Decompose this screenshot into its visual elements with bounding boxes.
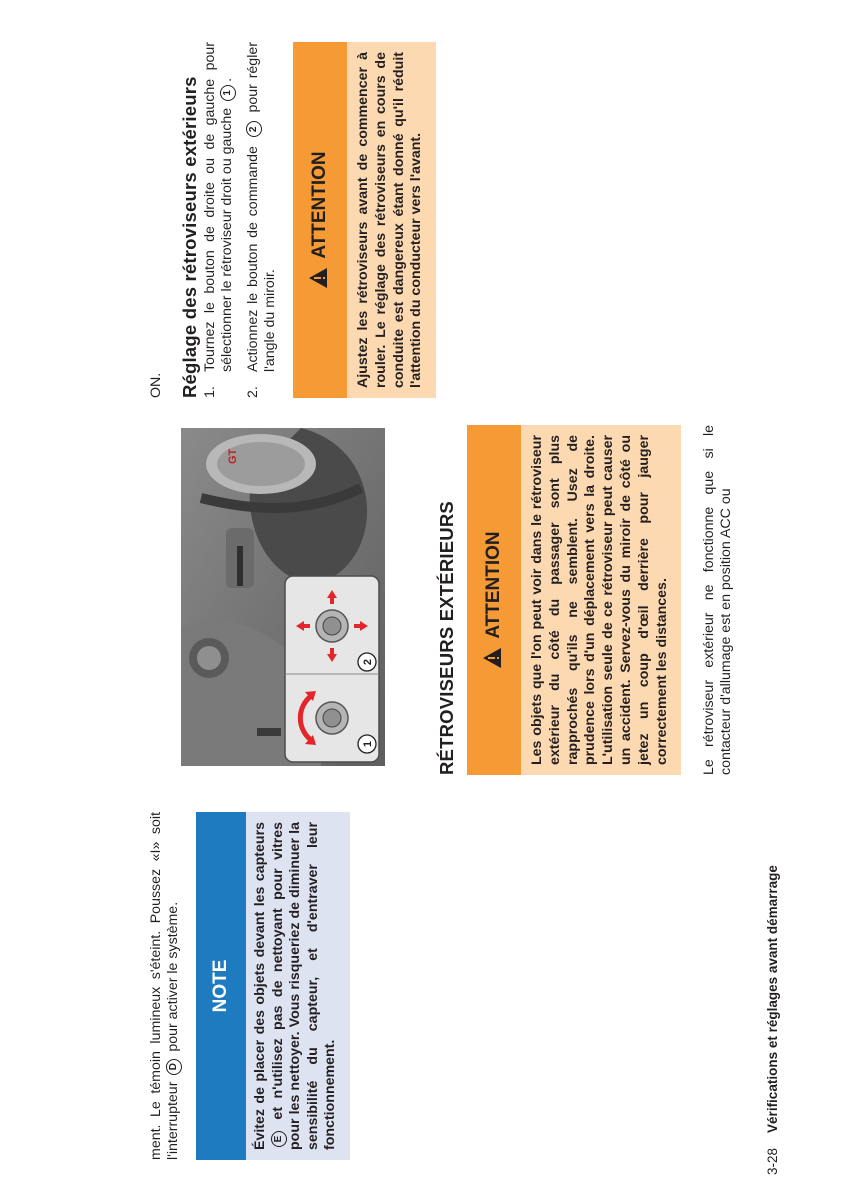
note-body: Évitez de placer des objets devant les capteurs E et n'utilisez pas de nettoyant pour vitres pour les nettoyer. Vous risqueriez de diminuer la sensibilité du capteur, et d'entraver leur fonctionnement. [252, 822, 338, 1150]
step-2-badge: 2 [246, 121, 262, 137]
note-title: NOTE [196, 812, 246, 1160]
intro-paragraph: ment. Le témoin lumineux s'éteint. Poussez «I» soit l'interrupteur D pour activer le système. [148, 812, 181, 1160]
warning-title-2: ATTENTION [293, 42, 347, 398]
steps-list [202, 42, 279, 398]
steering-wheel-logo: GT [227, 448, 239, 464]
step-1-badge: 1 [220, 85, 236, 101]
warning-box-adjust-mirrors [293, 42, 436, 398]
warning-box-passenger-mirror [467, 425, 681, 775]
mirror-control-figure [181, 428, 385, 766]
subsection-title: Réglage des rétroviseurs extérieurs [179, 76, 200, 398]
switch-d-badge: D [166, 1059, 182, 1075]
warning-title: ATTENTION [467, 425, 521, 775]
column-3 [148, 42, 436, 398]
page-number: 3-28 [765, 1147, 780, 1175]
note-box [196, 812, 350, 1160]
callout-1: 1 [362, 740, 374, 748]
chapter-title: Vérifications et réglages avant démarrage [765, 865, 780, 1133]
warning-body: Les objets que l'on peut voir dans le rétroviseur extérieur du côté du passager sont plus rapprochés qu'ils ne semblent. Usez de prudence lors d'un déplacement vers la droite. L'utilisation seule de ce rétroviseur peut causer un accident. Servez-vous du miroir de côté ou jetez un coup d'œil derrière pour jauger correctement les distances. [529, 435, 670, 765]
warning-body-2: Ajustez les rétroviseurs avant de commencer à rouler. Le réglage des rétroviseurs en cours de conduite est dangereux étant donné qu'il réduit l'attention du conducteur vers l'avant. [355, 52, 425, 388]
warning-triangle-icon [470, 647, 524, 669]
trailing-paragraph: Le rétroviseur extérieur ne fonctionne que si le contacteur d'allumage est en position ACC ou [701, 425, 735, 775]
step-2: 2. Actionnez le bouton de commande 2 pour régler l'angle du miroir. [245, 42, 278, 398]
step-1: 1. Tournez le bouton de droite ou de gauche pour sélectionner le rétroviseur droit ou gauche 1. [202, 42, 235, 398]
warning-triangle-icon [296, 267, 350, 289]
column-2 [438, 425, 735, 775]
sensor-e-badge: E [271, 1131, 287, 1147]
lead-text: ON. [148, 372, 164, 398]
page-footer [765, 675, 780, 1175]
column-1 [148, 812, 350, 1160]
section-title: RÉTROVISEURS EXTÉRIEURS [436, 501, 457, 775]
callout-2: 2 [362, 658, 374, 666]
